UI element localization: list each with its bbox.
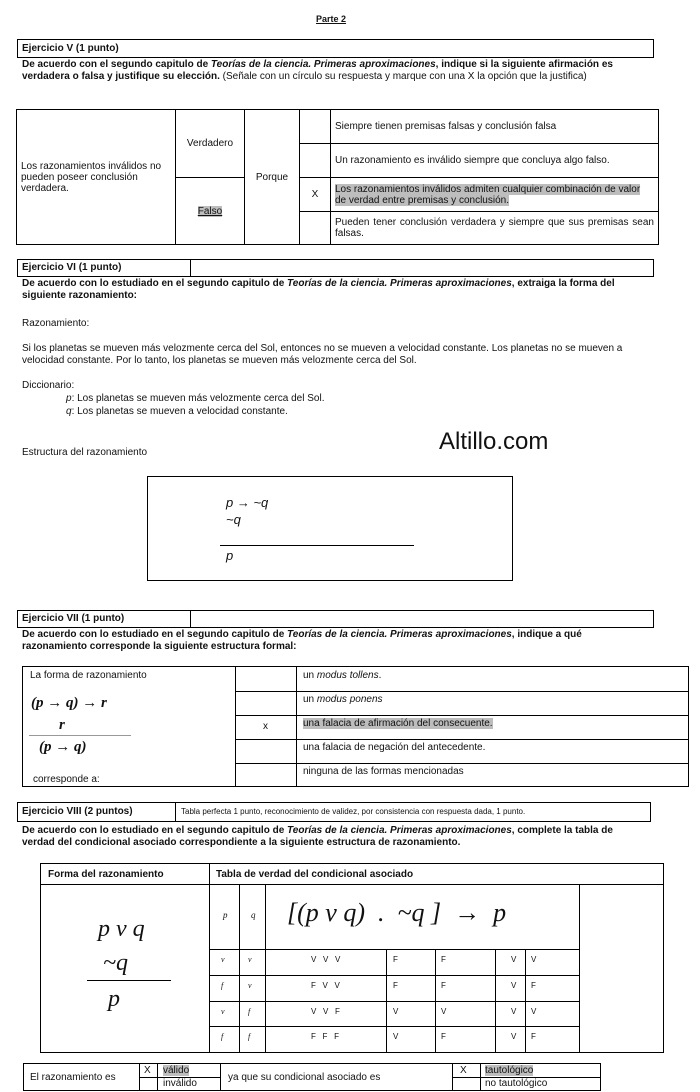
ex8-answer-line-c — [220, 1064, 221, 1090]
ex6-reasoning-label: Razonamiento: — [22, 318, 90, 329]
ex6-reasoning-text: Si los planetas se mueven más velozmente cerca del Sol, entonces no se mueven a velocidad constante. Los planetas no se mueven a velocidad constante. Por lo tanto, los planetas se mueven más velozmente cerca del Sol. — [22, 343, 623, 366]
ex6-premise-1: p → ~q — [226, 495, 269, 510]
ex7-instructions: De acuerdo con lo estudiado en el segundo capitulo de Teorías de la ciencia. Primeras aproximaciones, indique a qué razonamiento corresponde la siguiente estructura formal: — [22, 629, 582, 652]
ex5-option-1: Un razonamiento es inválido siempre que concluya algo falso. — [331, 144, 659, 178]
ex6-structure-label: Estructura del razonamiento — [22, 447, 148, 458]
ex6-header-box — [17, 259, 654, 277]
ex7-header-box — [17, 610, 654, 628]
ex8-grid-h4 — [209, 1026, 579, 1027]
ex5-mark-1[interactable] — [300, 144, 331, 178]
truth-cell-and: F — [441, 955, 446, 964]
ex7-inference-line — [29, 735, 131, 736]
ex7-row-line-1 — [235, 691, 688, 692]
ex7-header-divider — [190, 611, 191, 627]
truth-cell-pvq: F V V — [311, 981, 340, 990]
ex8-invalid[interactable]: inválido — [163, 1078, 197, 1089]
ex7-formula-3: (p → q) — [39, 739, 87, 755]
truth-cell-nq: V — [393, 1007, 399, 1016]
ex7-formula-2: r — [59, 717, 65, 733]
ex8-form-1: p v q — [98, 916, 145, 942]
ex5-instructions: De acuerdo con el segundo capitulo de Teorías de la ciencia. Primeras aproximaciones, indique si la siguiente afirmación es verdadera o falsa y justifique su elección. (Señale con un círculo su respuesta y marque con una X la opción que la justifica) — [22, 59, 613, 82]
ex8-middle-text: ya que su condicional asociado es — [228, 1072, 381, 1083]
ex8-valid-mark[interactable]: X — [144, 1065, 151, 1076]
ex7-row-line-3 — [235, 739, 688, 740]
ex6-dictionary-label: Diccionario: — [22, 380, 75, 391]
truth-cell-p: v — [221, 1007, 225, 1016]
ex5-option-3: Pueden tener conclusión verdadera y siempre que sus premisas sean falsas. — [331, 212, 659, 245]
truth-cell-r: F — [531, 1032, 536, 1041]
truth-cell-r: V — [531, 1007, 537, 1016]
ex7-option-1: un modus ponens — [303, 694, 383, 705]
ex8-col-line-form — [209, 864, 210, 1052]
ex8-formula: [(p v q) . ~q ] → p — [287, 898, 507, 927]
ex7-option-0: un modus tollens. — [303, 670, 382, 681]
ex8-tautological[interactable]: tautológico — [485, 1065, 534, 1076]
ex8-grid-v3 — [495, 949, 496, 1052]
truth-cell-and: F — [441, 1032, 446, 1041]
ex7-row-line-2 — [235, 715, 688, 716]
ex5-false-label: Falso — [197, 205, 223, 217]
ex8-not-tautological[interactable]: no tautológico — [485, 1078, 548, 1089]
ex8-head-p: p — [223, 910, 228, 920]
ex7-col-line-2 — [296, 667, 297, 786]
ex5-mark-3[interactable] — [300, 212, 331, 245]
truth-cell-nq: F — [393, 981, 398, 990]
ex5-because: Porque — [245, 110, 300, 245]
truth-cell-and: F — [441, 981, 446, 990]
ex8-grid-h1 — [209, 949, 579, 950]
truth-cell-pvq: V V F — [311, 1007, 340, 1016]
ex5-true-option[interactable]: Verdadero — [176, 110, 245, 178]
ex6-header-divider — [190, 260, 191, 276]
ex8-grid-v5 — [579, 884, 580, 1052]
ex8-col-form: Forma del razonamiento — [48, 869, 164, 880]
ex6-dict-p: p: Los planetas se mueven más velozmente cerca del Sol. — [66, 393, 325, 404]
ex6-premise-2: ~q — [226, 512, 241, 527]
ex8-header-line — [41, 884, 663, 885]
ex7-header: Ejercicio VII (1 punto) — [22, 613, 125, 624]
truth-cell-r: F — [531, 981, 536, 990]
ex8-inference-line — [87, 980, 171, 981]
part-title: Parte 2 — [316, 14, 347, 24]
truth-cell-arrow: V — [511, 955, 517, 964]
truth-cell-p: f — [221, 1032, 224, 1041]
truth-cell-r: V — [531, 955, 537, 964]
ex8-head-q: q — [251, 910, 256, 920]
ex6-dict-q: q: Los planetas se mueven a velocidad constante. — [66, 406, 288, 417]
ex7-option-4: ninguna de las formas mencionadas — [303, 766, 464, 777]
ex8-header-box — [17, 802, 651, 822]
truth-cell-arrow: V — [511, 1032, 517, 1041]
ex7-row-line-4 — [235, 763, 688, 764]
ex8-answer-label: El razonamiento es — [30, 1072, 116, 1083]
truth-cell-q: v — [248, 981, 252, 990]
ex5-statement: Los razonamientos inválidos no pueden poseer conclusión verdadera. — [17, 110, 176, 245]
ex6-inference-line — [220, 545, 414, 546]
ex8-form-3: p — [108, 986, 120, 1012]
ex5-table — [16, 109, 659, 245]
truth-cell-nq: F — [393, 955, 398, 964]
ex7-form-label: La forma de razonamiento — [30, 670, 147, 681]
ex8-valid[interactable]: válido — [163, 1065, 190, 1076]
ex8-grading: Tabla perfecta 1 punto, reconocimiento de validez, por consistencia con respuesta dada, 1 punto. — [181, 807, 526, 816]
ex7-option-3: una falacia de negación del antecedente. — [303, 742, 486, 753]
ex8-instructions: De acuerdo con lo estudiado en el segundo capitulo de Teorías de la ciencia. Primeras aproximaciones, complete la tabla de verdad del condicional asociado correspondiente a la siguiente estructura de razonamiento. — [22, 825, 613, 848]
ex8-grid-v4 — [525, 949, 526, 1052]
ex7-formula-1: (p → q) → r — [31, 695, 107, 711]
ex7-corresponds: corresponde a: — [33, 774, 100, 785]
ex5-option-0: Siempre tienen premisas falsas y conclusión falsa — [331, 110, 659, 144]
ex8-answer — [23, 1063, 601, 1091]
ex6-conclusion: p — [226, 548, 234, 563]
ex6-header: Ejercicio VI (1 punto) — [22, 262, 122, 273]
ex5-option-2: Los razonamientos inválidos admiten cualquier combinación de valor de verdad entre premisas y conclusión. — [331, 178, 659, 212]
truth-cell-nq: V — [393, 1032, 399, 1041]
ex8-grid-h3 — [209, 1001, 579, 1002]
ex5-mark-0[interactable] — [300, 110, 331, 144]
ex8-grid-v1 — [386, 949, 387, 1052]
ex8-table — [40, 863, 664, 1053]
ex6-instructions: De acuerdo con lo estudiado en el segundo capitulo de Teorías de la ciencia. Primeras aproximaciones, extraiga la forma del siguiente razonamiento: — [22, 278, 615, 301]
ex8-form-2: ~q — [103, 950, 128, 976]
ex8-grid-h2 — [209, 975, 579, 976]
truth-cell-q: v — [248, 955, 252, 964]
ex8-col-table: Tabla de verdad del condicional asociado — [216, 869, 414, 880]
truth-cell-p: v — [221, 955, 225, 964]
ex6-structure-box — [147, 476, 513, 581]
truth-cell-arrow: V — [511, 1007, 517, 1016]
truth-cell-q: f — [248, 1007, 251, 1016]
ex8-header: Ejercicio VIII (2 puntos) — [22, 806, 133, 817]
ex7-table — [22, 666, 689, 787]
truth-cell-pvq: F F F — [311, 1032, 339, 1041]
ex8-header-divider — [175, 803, 176, 821]
truth-cell-arrow: V — [511, 981, 517, 990]
ex8-taut-mark[interactable]: X — [460, 1065, 467, 1076]
ex5-header: Ejercicio V (1 punto) — [17, 39, 654, 58]
ex7-option-2: una falacia de afirmación del consecuente. — [303, 718, 493, 729]
ex8-grid-v2 — [435, 949, 436, 1052]
truth-cell-pvq: V V V — [311, 955, 341, 964]
truth-cell-q: f — [248, 1032, 251, 1041]
ex5-mark-2[interactable]: X — [300, 178, 331, 212]
ex5-false-option[interactable] — [176, 178, 245, 245]
ex7-mark-2[interactable]: x — [263, 721, 268, 732]
truth-cell-p: f — [221, 981, 224, 990]
truth-cell-and: V — [441, 1007, 447, 1016]
watermark: Altillo.com — [439, 428, 549, 455]
